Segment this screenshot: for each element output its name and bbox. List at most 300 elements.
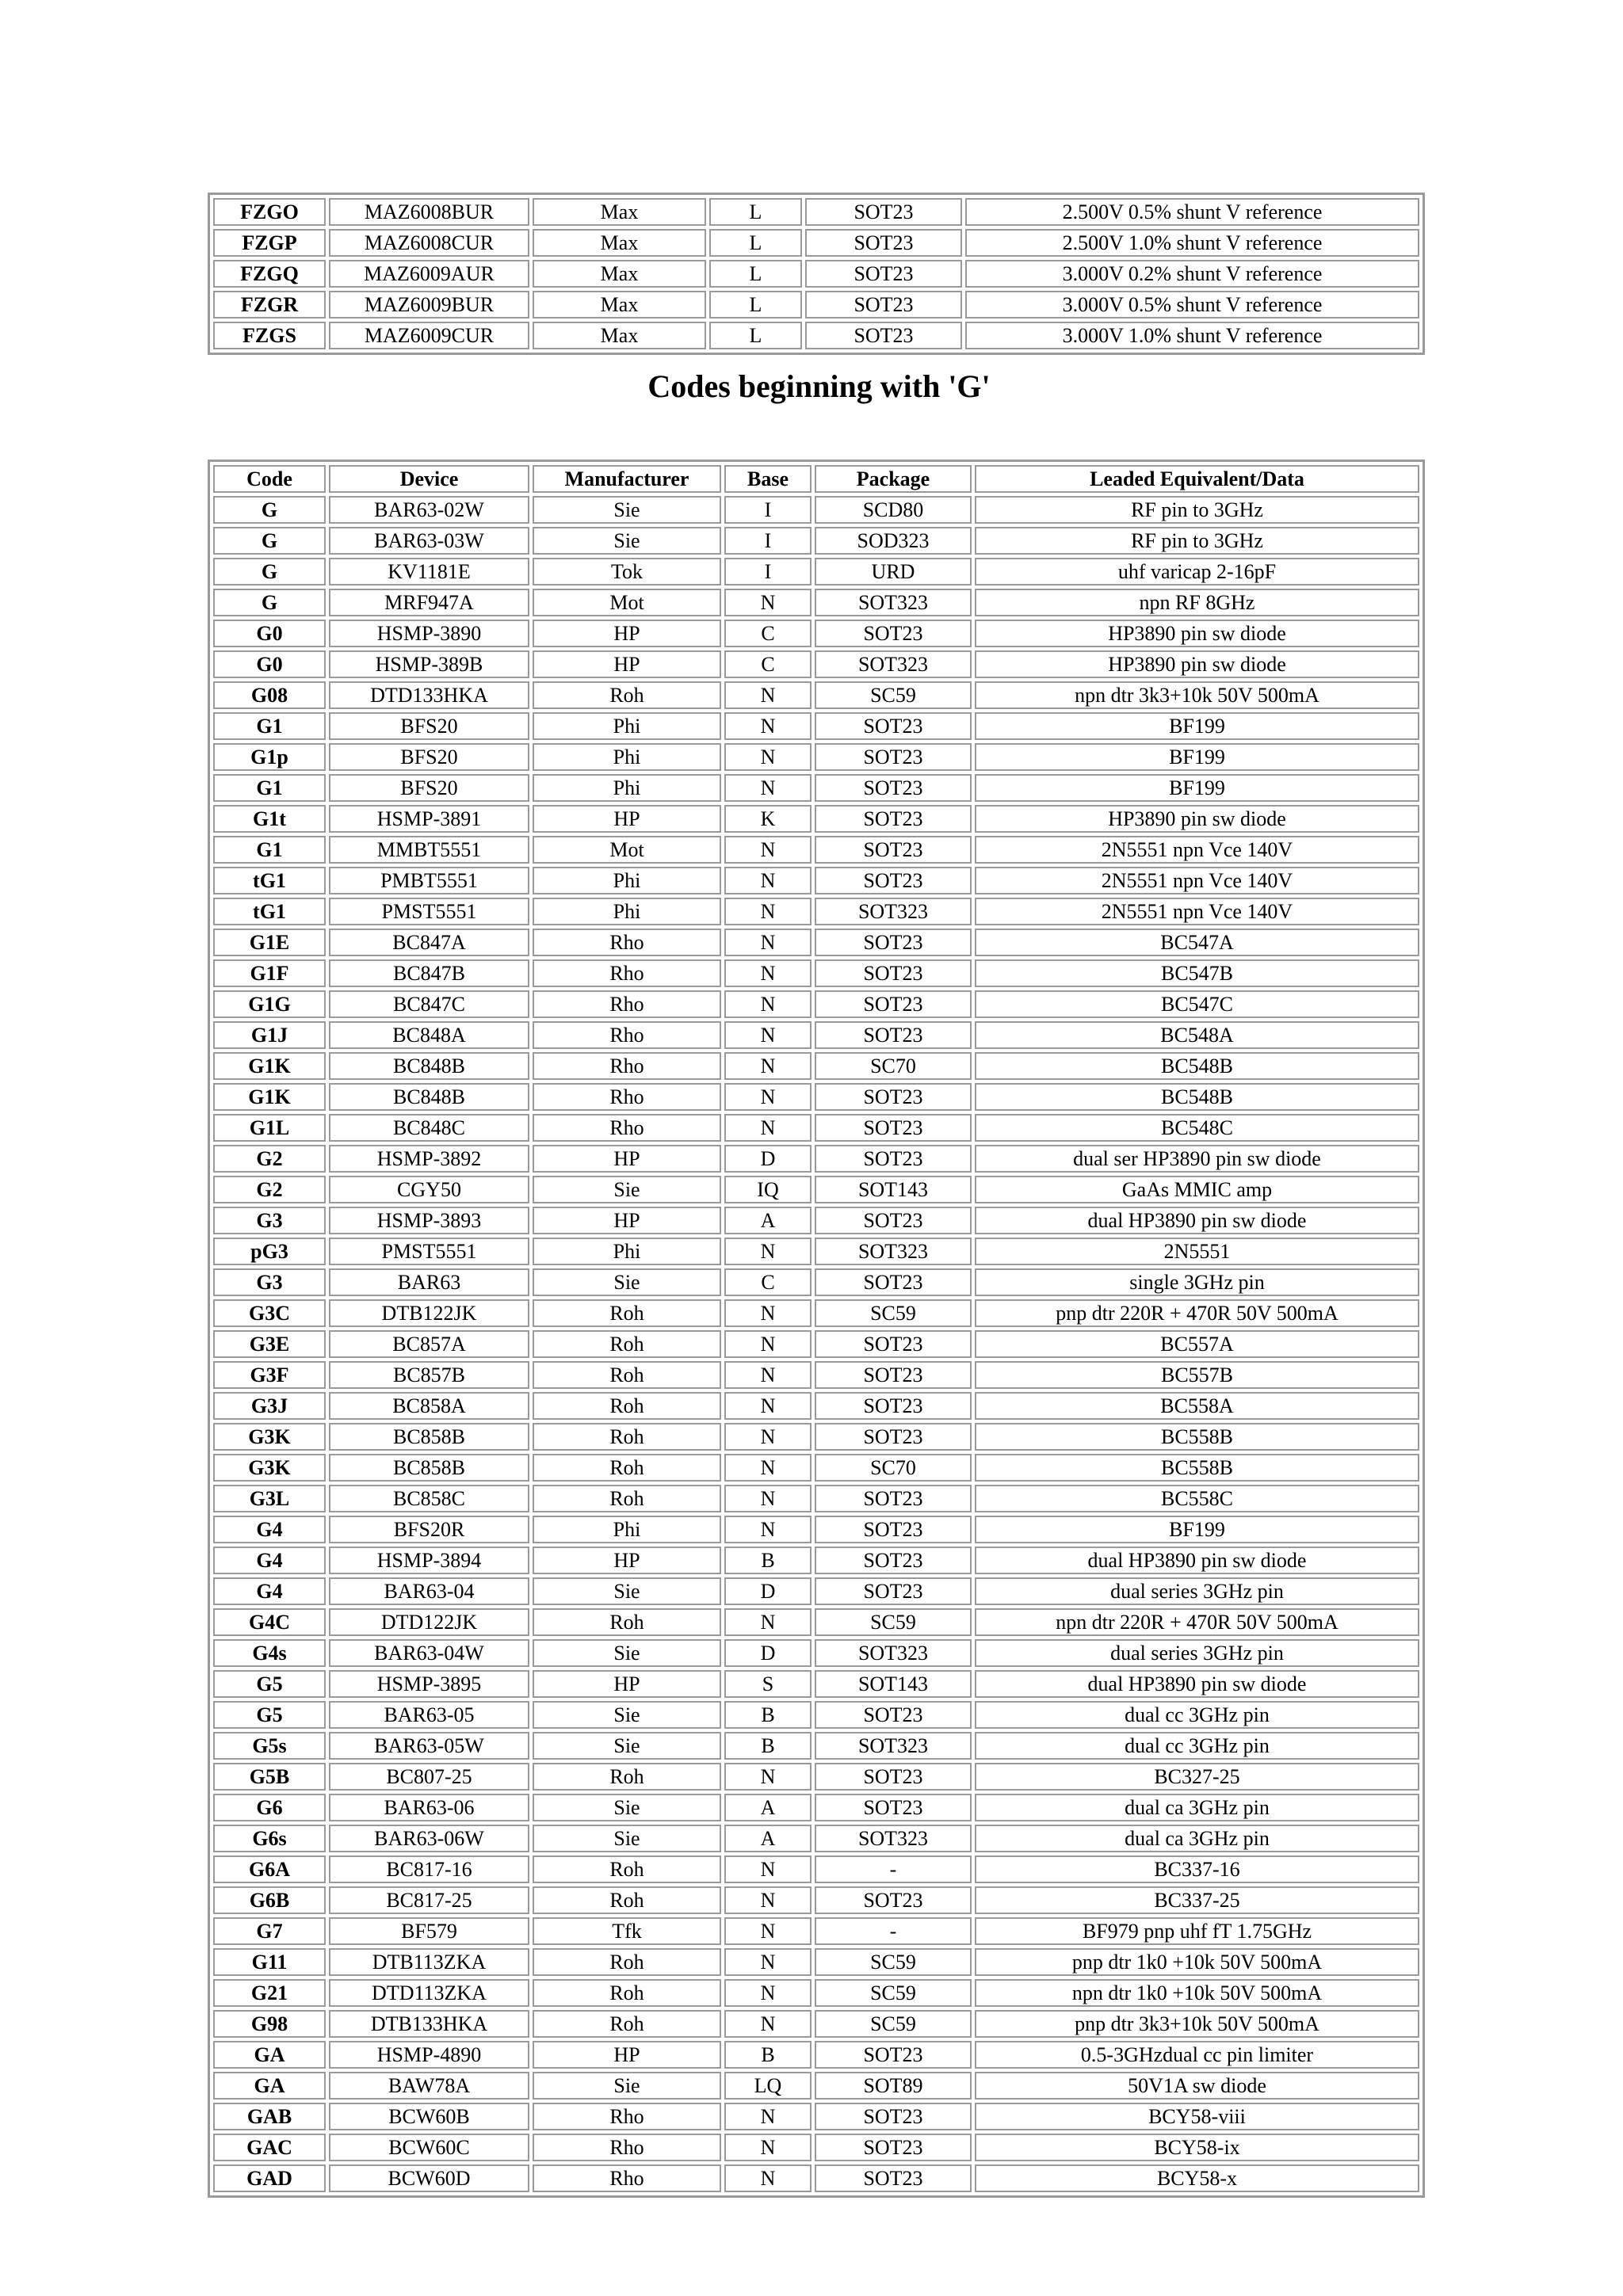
table-row (213, 2072, 1419, 2100)
table-row (213, 1299, 1419, 1327)
package-cell: SOT323 (815, 1825, 972, 1852)
manufacturer-cell: Phi (533, 1238, 721, 1265)
package-cell: SC70 (815, 1052, 972, 1080)
manufacturer-cell: Rho (533, 2134, 721, 2161)
code-cell: G4 (213, 1547, 326, 1574)
base-cell: L (709, 291, 802, 318)
data-cell: BC557A (975, 1330, 1419, 1358)
manufacturer-cell: Phi (533, 743, 721, 771)
table-row (213, 1639, 1419, 1667)
package-cell: SOT23 (805, 229, 962, 257)
manufacturer-cell: Phi (533, 1516, 721, 1543)
data-cell: GaAs MMIC amp (975, 1176, 1419, 1203)
device-cell: BFS20 (329, 743, 529, 771)
code-cell: G08 (213, 681, 326, 709)
base-cell: N (724, 1979, 812, 2007)
table-row (213, 929, 1419, 956)
manufacturer-cell: Rho (533, 1021, 721, 1049)
base-cell: N (724, 836, 812, 864)
code-cell: G1F (213, 959, 326, 987)
code-cell: G3F (213, 1361, 326, 1389)
data-cell: BC337-16 (975, 1855, 1419, 1883)
base-cell: A (724, 1794, 812, 1821)
package-cell: SOT23 (805, 291, 962, 318)
base-cell: A (724, 1207, 812, 1234)
base-cell: N (724, 1238, 812, 1265)
g-codes-table-body (213, 496, 1419, 2192)
package-cell: SOT23 (815, 867, 972, 894)
manufacturer-cell: Tok (533, 558, 721, 585)
base-cell: N (724, 1763, 812, 1791)
code-cell: G6B (213, 1886, 326, 1914)
code-cell: G3 (213, 1268, 326, 1296)
data-cell: 2N5551 (975, 1238, 1419, 1265)
table-row (213, 260, 1419, 288)
code-cell: G98 (213, 2010, 326, 2038)
package-cell: SOT23 (815, 1701, 972, 1729)
table-row (213, 1670, 1419, 1698)
code-cell: pG3 (213, 1238, 326, 1265)
table-row (213, 1855, 1419, 1883)
base-cell: C (724, 620, 812, 647)
package-cell: SOT23 (815, 774, 972, 802)
table-row (213, 1176, 1419, 1203)
data-cell: dual cc 3GHz pin (975, 1701, 1419, 1729)
device-cell: DTB113ZKA (329, 1948, 529, 1976)
package-cell: SOT23 (815, 1577, 972, 1605)
manufacturer-cell: HP (533, 1547, 721, 1574)
package-cell: SOT323 (815, 1639, 972, 1667)
data-cell: pnp dtr 1k0 +10k 50V 500mA (975, 1948, 1419, 1976)
table-row (213, 774, 1419, 802)
data-cell: dual ca 3GHz pin (975, 1825, 1419, 1852)
base-cell: N (724, 712, 812, 740)
table-row (213, 2010, 1419, 2038)
code-cell: G1L (213, 1114, 326, 1142)
fzg-codes-table-body (213, 198, 1419, 349)
code-cell: FZGS (213, 322, 326, 349)
device-cell: HSMP-3890 (329, 620, 529, 647)
package-cell: URD (815, 558, 972, 585)
table-row (213, 2041, 1419, 2069)
table-row (213, 1701, 1419, 1729)
device-cell: BAR63-05 (329, 1701, 529, 1729)
base-cell: N (724, 1083, 812, 1111)
manufacturer-cell: Roh (533, 1763, 721, 1791)
code-cell: G5B (213, 1763, 326, 1791)
device-cell: DTB133HKA (329, 2010, 529, 2038)
manufacturer-cell: Sie (533, 1268, 721, 1296)
data-cell: RF pin to 3GHz (975, 496, 1419, 524)
base-cell: I (724, 558, 812, 585)
code-cell: G6A (213, 1855, 326, 1883)
base-cell: N (724, 1608, 812, 1636)
base-cell: B (724, 2041, 812, 2069)
code-cell: FZGP (213, 229, 326, 257)
data-cell: dual ser HP3890 pin sw diode (975, 1145, 1419, 1173)
package-cell: SOT23 (815, 1516, 972, 1543)
package-cell: SOT23 (815, 1361, 972, 1389)
base-cell: D (724, 1577, 812, 1605)
header-leaded-equivalent: Leaded Equivalent/Data (975, 465, 1419, 493)
manufacturer-cell: Sie (533, 527, 721, 555)
base-cell: N (724, 2010, 812, 2038)
device-cell: BAR63-02W (329, 496, 529, 524)
code-cell: G (213, 558, 326, 585)
device-cell: BAR63-04W (329, 1639, 529, 1667)
table-row (213, 959, 1419, 987)
package-cell: SOT23 (815, 743, 972, 771)
table-row (213, 836, 1419, 864)
base-cell: I (724, 496, 812, 524)
base-cell: K (724, 805, 812, 833)
device-cell: BFS20 (329, 712, 529, 740)
code-cell: GAB (213, 2103, 326, 2130)
table-row (213, 229, 1419, 257)
device-cell: BAR63-05W (329, 1732, 529, 1760)
table-row (213, 1361, 1419, 1389)
base-cell: N (724, 1886, 812, 1914)
table-row (213, 2134, 1419, 2161)
device-cell: BF579 (329, 1917, 529, 1945)
base-cell: N (724, 1917, 812, 1945)
table-row (213, 1979, 1419, 2007)
data-cell: dual series 3GHz pin (975, 1639, 1419, 1667)
table-row (213, 291, 1419, 318)
manufacturer-cell: Roh (533, 1608, 721, 1636)
code-cell: G5s (213, 1732, 326, 1760)
table-row (213, 527, 1419, 555)
header-device: Device (329, 465, 529, 493)
base-cell: N (724, 2103, 812, 2130)
data-cell: BC547B (975, 959, 1419, 987)
data-cell: dual HP3890 pin sw diode (975, 1207, 1419, 1234)
base-cell: N (724, 774, 812, 802)
device-cell: BC858A (329, 1392, 529, 1420)
code-cell: GA (213, 2072, 326, 2100)
code-cell: FZGO (213, 198, 326, 226)
device-cell: BFS20R (329, 1516, 529, 1543)
manufacturer-cell: Sie (533, 1176, 721, 1203)
data-cell: 2N5551 npn Vce 140V (975, 867, 1419, 894)
data-cell: HP3890 pin sw diode (975, 650, 1419, 678)
package-cell: SOT23 (815, 1114, 972, 1142)
table-row (213, 712, 1419, 740)
data-cell: BF199 (975, 1516, 1419, 1543)
data-cell: HP3890 pin sw diode (975, 805, 1419, 833)
base-cell: N (724, 2134, 812, 2161)
base-cell: B (724, 1701, 812, 1729)
package-cell: SOD323 (815, 527, 972, 555)
package-cell: SOT23 (815, 1392, 972, 1420)
code-cell: G3L (213, 1485, 326, 1512)
base-cell: N (724, 743, 812, 771)
code-cell: G1E (213, 929, 326, 956)
package-cell: SOT23 (815, 1268, 972, 1296)
code-cell: G1K (213, 1083, 326, 1111)
device-cell: BC848B (329, 1083, 529, 1111)
device-cell: BC847A (329, 929, 529, 956)
table-row (213, 1268, 1419, 1296)
base-cell: N (724, 1114, 812, 1142)
package-cell: SOT23 (815, 959, 972, 987)
base-cell: L (709, 260, 802, 288)
device-cell: BC807-25 (329, 1763, 529, 1791)
manufacturer-cell: HP (533, 620, 721, 647)
table-row (213, 1763, 1419, 1791)
manufacturer-cell: Phi (533, 774, 721, 802)
data-cell: dual HP3890 pin sw diode (975, 1670, 1419, 1698)
data-cell: BC548B (975, 1052, 1419, 1080)
manufacturer-cell: Max (533, 260, 706, 288)
package-cell: SC59 (815, 1979, 972, 2007)
package-cell: SOT23 (815, 1794, 972, 1821)
data-cell: BC557B (975, 1361, 1419, 1389)
code-cell: G3 (213, 1207, 326, 1234)
manufacturer-cell: Sie (533, 496, 721, 524)
manufacturer-cell: Mot (533, 836, 721, 864)
manufacturer-cell: Roh (533, 1423, 721, 1451)
base-cell: N (724, 1021, 812, 1049)
device-cell: BAR63-04 (329, 1577, 529, 1605)
code-cell: G3E (213, 1330, 326, 1358)
manufacturer-cell: Mot (533, 589, 721, 616)
base-cell: N (724, 681, 812, 709)
manufacturer-cell: Rho (533, 1114, 721, 1142)
device-cell: BC848B (329, 1052, 529, 1080)
manufacturer-cell: Roh (533, 1299, 721, 1327)
base-cell: L (709, 322, 802, 349)
data-cell: BF199 (975, 774, 1419, 802)
table-row (213, 898, 1419, 925)
table-row (213, 867, 1419, 894)
code-cell: GA (213, 2041, 326, 2069)
data-cell: BC558B (975, 1423, 1419, 1451)
code-cell: G1p (213, 743, 326, 771)
device-cell: BAR63-06W (329, 1825, 529, 1852)
device-cell: PMBT5551 (329, 867, 529, 894)
device-cell: HSMP-3891 (329, 805, 529, 833)
data-cell: single 3GHz pin (975, 1268, 1419, 1296)
manufacturer-cell: Roh (533, 2010, 721, 2038)
data-cell: uhf varicap 2-16pF (975, 558, 1419, 585)
manufacturer-cell: Sie (533, 1825, 721, 1852)
base-cell: N (724, 867, 812, 894)
manufacturer-cell: HP (533, 805, 721, 833)
device-cell: MAZ6009BUR (329, 291, 529, 318)
device-cell: BCW60B (329, 2103, 529, 2130)
package-cell: - (815, 1917, 972, 1945)
table-row (213, 1886, 1419, 1914)
table-row (213, 1207, 1419, 1234)
manufacturer-cell: Sie (533, 1701, 721, 1729)
base-cell: N (724, 1299, 812, 1327)
package-cell: SOT23 (815, 2041, 972, 2069)
package-cell: SOT23 (815, 990, 972, 1018)
header-package: Package (815, 465, 972, 493)
manufacturer-cell: HP (533, 1670, 721, 1698)
table-row (213, 1454, 1419, 1482)
base-cell: N (724, 959, 812, 987)
table-row (213, 1114, 1419, 1142)
device-cell: BC848C (329, 1114, 529, 1142)
data-cell: dual ca 3GHz pin (975, 1794, 1419, 1821)
data-cell: dual cc 3GHz pin (975, 1732, 1419, 1760)
device-cell: DTD113ZKA (329, 1979, 529, 2007)
code-cell: G1 (213, 712, 326, 740)
base-cell: N (724, 1516, 812, 1543)
table-row (213, 681, 1419, 709)
manufacturer-cell: Rho (533, 1052, 721, 1080)
manufacturer-cell: Phi (533, 867, 721, 894)
package-cell: SOT89 (815, 2072, 972, 2100)
package-cell: SOT323 (815, 589, 972, 616)
table-row (213, 322, 1419, 349)
base-cell: LQ (724, 2072, 812, 2100)
manufacturer-cell: Rho (533, 1083, 721, 1111)
base-cell: C (724, 1268, 812, 1296)
data-cell: BC558A (975, 1392, 1419, 1420)
device-cell: MAZ6008BUR (329, 198, 529, 226)
table-row (213, 1238, 1419, 1265)
code-cell: G5 (213, 1701, 326, 1729)
manufacturer-cell: Max (533, 291, 706, 318)
code-cell: G4s (213, 1639, 326, 1667)
table-row (213, 1825, 1419, 1852)
base-cell: D (724, 1145, 812, 1173)
device-cell: BCW60C (329, 2134, 529, 2161)
data-cell: BC327-25 (975, 1763, 1419, 1791)
device-cell: BC858C (329, 1485, 529, 1512)
package-cell: SOT23 (815, 1021, 972, 1049)
data-cell: pnp dtr 3k3+10k 50V 500mA (975, 2010, 1419, 2038)
package-cell: SOT23 (805, 322, 962, 349)
code-cell: G1 (213, 836, 326, 864)
manufacturer-cell: Roh (533, 1454, 721, 1482)
header-row (213, 465, 1419, 493)
device-cell: MAZ6008CUR (329, 229, 529, 257)
table-row (213, 1330, 1419, 1358)
device-cell: BC847C (329, 990, 529, 1018)
base-cell: IQ (724, 1176, 812, 1203)
device-cell: HSMP-3895 (329, 1670, 529, 1698)
data-cell: 2N5551 npn Vce 140V (975, 898, 1419, 925)
package-cell: SOT23 (815, 1330, 972, 1358)
data-cell: dual series 3GHz pin (975, 1577, 1419, 1605)
data-cell: HP3890 pin sw diode (975, 620, 1419, 647)
data-cell: 2.500V 0.5% shunt V reference (965, 198, 1419, 226)
table-row (213, 1021, 1419, 1049)
manufacturer-cell: Sie (533, 2072, 721, 2100)
device-cell: BAR63-06 (329, 1794, 529, 1821)
package-cell: SOT23 (815, 929, 972, 956)
base-cell: N (724, 898, 812, 925)
data-cell: BCY58-x (975, 2164, 1419, 2192)
code-cell: G3C (213, 1299, 326, 1327)
device-cell: HSMP-3893 (329, 1207, 529, 1234)
table-row (213, 805, 1419, 833)
package-cell: SOT23 (815, 712, 972, 740)
manufacturer-cell: Roh (533, 1979, 721, 2007)
package-cell: SC70 (815, 1454, 972, 1482)
header-code: Code (213, 465, 326, 493)
device-cell: MAZ6009AUR (329, 260, 529, 288)
device-cell: BC847B (329, 959, 529, 987)
data-cell: BCY58-viii (975, 2103, 1419, 2130)
code-cell: G0 (213, 620, 326, 647)
base-cell: L (709, 229, 802, 257)
table-row (213, 1608, 1419, 1636)
code-cell: G1K (213, 1052, 326, 1080)
data-cell: 3.000V 1.0% shunt V reference (965, 322, 1419, 349)
table-row (213, 1547, 1419, 1574)
device-cell: MRF947A (329, 589, 529, 616)
base-cell: N (724, 1454, 812, 1482)
package-cell: SOT23 (815, 1423, 972, 1451)
code-cell: tG1 (213, 898, 326, 925)
code-cell: G3K (213, 1423, 326, 1451)
data-cell: 3.000V 0.5% shunt V reference (965, 291, 1419, 318)
manufacturer-cell: Roh (533, 1361, 721, 1389)
code-cell: G1J (213, 1021, 326, 1049)
code-cell: G7 (213, 1917, 326, 1945)
package-cell: SCD80 (815, 496, 972, 524)
base-cell: C (724, 650, 812, 678)
manufacturer-cell: Sie (533, 1577, 721, 1605)
manufacturer-cell: Tfk (533, 1917, 721, 1945)
device-cell: BC858B (329, 1423, 529, 1451)
base-cell: N (724, 2164, 812, 2192)
code-cell: G (213, 496, 326, 524)
manufacturer-cell: Rho (533, 959, 721, 987)
data-cell: BC558C (975, 1485, 1419, 1512)
code-cell: G11 (213, 1948, 326, 1976)
device-cell: DTB122JK (329, 1299, 529, 1327)
table-row (213, 2103, 1419, 2130)
device-cell: DTD133HKA (329, 681, 529, 709)
table-row (213, 2164, 1419, 2192)
manufacturer-cell: Roh (533, 1855, 721, 1883)
manufacturer-cell: Rho (533, 2164, 721, 2192)
header-base: Base (724, 465, 812, 493)
code-cell: G4 (213, 1577, 326, 1605)
data-cell: BF199 (975, 743, 1419, 771)
package-cell: SOT143 (815, 1176, 972, 1203)
package-cell: SOT323 (815, 1238, 972, 1265)
package-cell: SC59 (815, 681, 972, 709)
code-cell: G1 (213, 774, 326, 802)
table-row (213, 1052, 1419, 1080)
manufacturer-cell: Roh (533, 1485, 721, 1512)
data-cell: BCY58-ix (975, 2134, 1419, 2161)
data-cell: pnp dtr 220R + 470R 50V 500mA (975, 1299, 1419, 1327)
device-cell: MMBT5551 (329, 836, 529, 864)
package-cell: SOT23 (805, 198, 962, 226)
manufacturer-cell: Sie (533, 1732, 721, 1760)
package-cell: SC59 (815, 2010, 972, 2038)
data-cell: BF979 pnp uhf fT 1.75GHz (975, 1917, 1419, 1945)
package-cell: SC59 (815, 1299, 972, 1327)
code-cell: FZGQ (213, 260, 326, 288)
table-row (213, 1917, 1419, 1945)
base-cell: N (724, 1855, 812, 1883)
package-cell: SOT23 (815, 805, 972, 833)
data-cell: BC548A (975, 1021, 1419, 1049)
data-cell: BC548C (975, 1114, 1419, 1142)
base-cell: N (724, 1948, 812, 1976)
manufacturer-cell: Roh (533, 1392, 721, 1420)
package-cell: SOT23 (815, 2164, 972, 2192)
